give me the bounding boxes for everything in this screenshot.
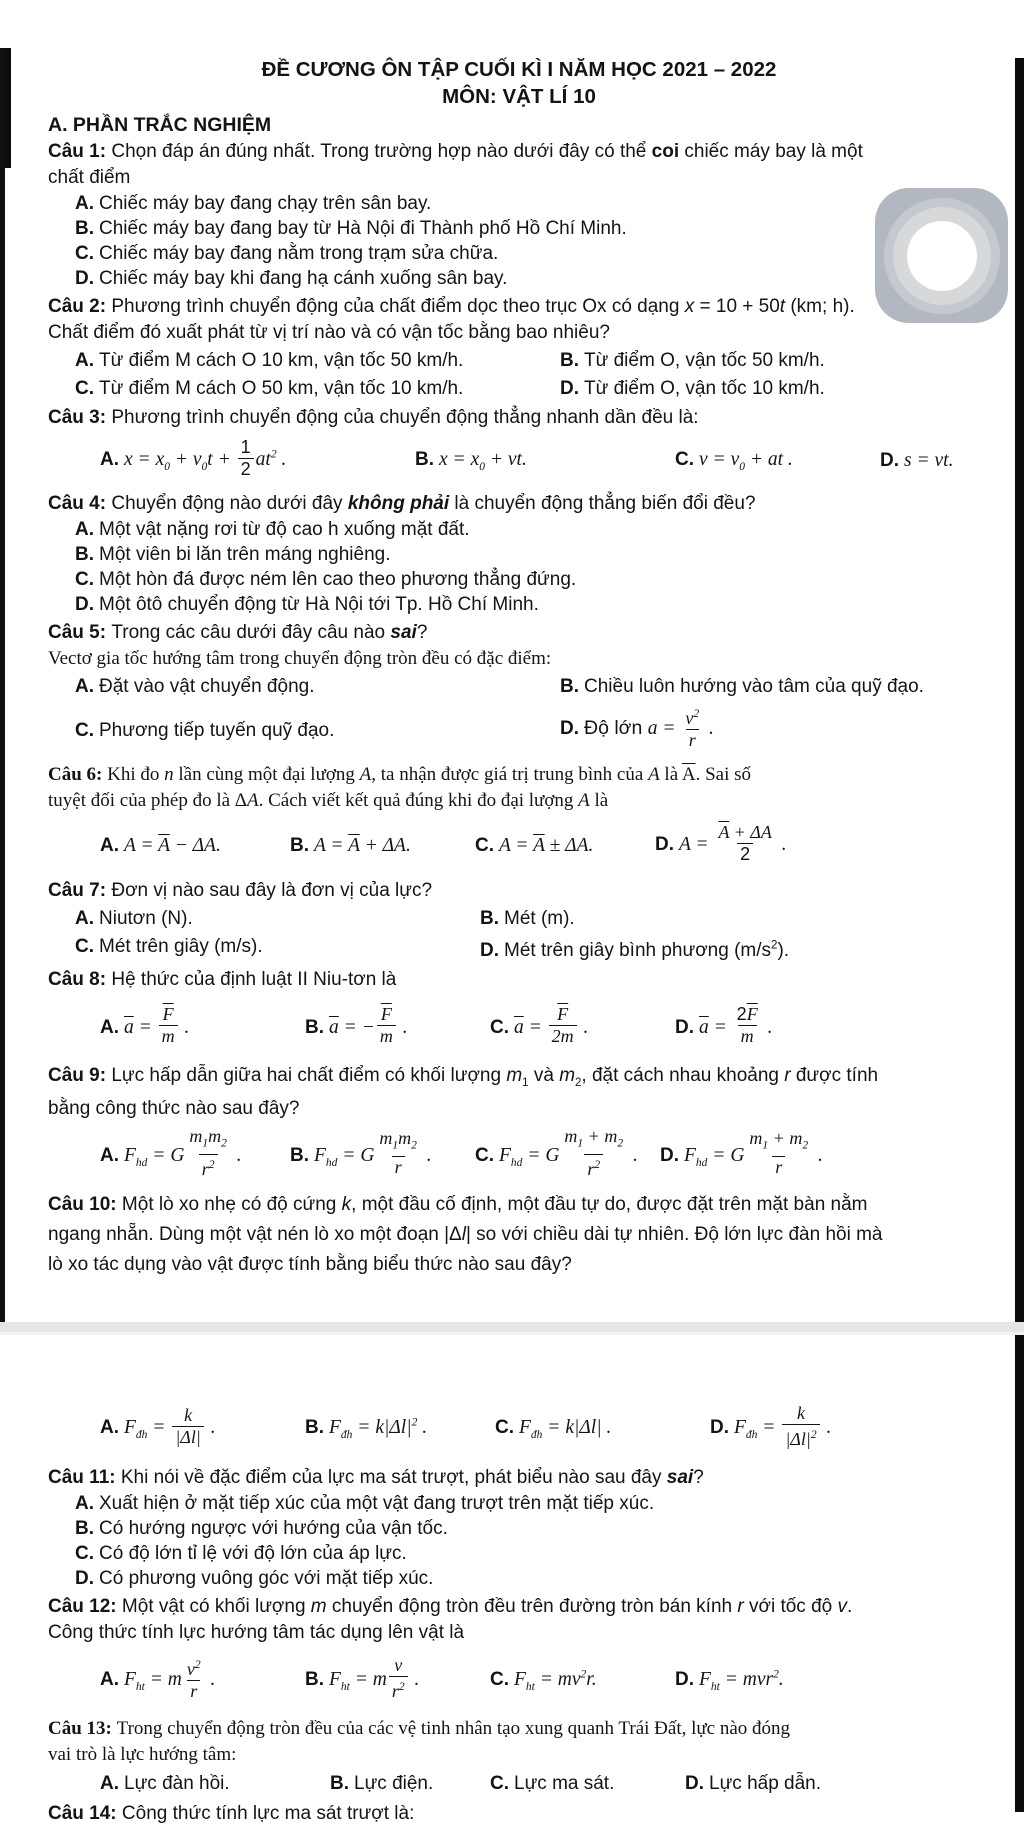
- question-8: [48, 967, 990, 1058]
- option-label: C.: [490, 1773, 509, 1794]
- option-A: [100, 835, 290, 857]
- option-label: B.: [560, 350, 579, 371]
- option-text: $F_{đh}$ = $\frac{k}{|\Delta l|^2}$ .: [734, 1402, 832, 1449]
- option-A: [100, 1773, 330, 1795]
- option-label: A.: [100, 1773, 119, 1794]
- question-1: [48, 139, 990, 291]
- option-label: B.: [75, 544, 94, 565]
- option-label: A.: [100, 835, 119, 856]
- question-7-options-row-1: [75, 905, 990, 932]
- question-6-text-line-1: Câu 6: Khi đo n lần cùng một đại lượng A, ta nhận được giá trị trung bình của A là $\overline{A}$. Sai số: [48, 764, 752, 785]
- option-label: B.: [305, 1669, 324, 1691]
- question-1-options: [48, 191, 990, 291]
- question-14-text: Câu 14: Công thức tính lực ma sát trượt là:: [48, 1803, 415, 1824]
- option-B: [305, 1003, 490, 1050]
- option-text: $F_{đh}$ = $\frac{k}{|\Delta l|}$ .: [124, 1404, 216, 1447]
- option-text: Lực điện.: [354, 1773, 434, 1794]
- question-5-options-row-1: [75, 673, 990, 700]
- option-text: Một vật nặng rơi từ độ cao h xuống mặt đất.: [99, 519, 470, 540]
- option-D: [880, 450, 953, 472]
- option-B: [75, 542, 990, 567]
- question-1-text-line-1: Câu 1: Chọn đáp án đúng nhất. Trong trường hợp nào dưới đây có thể coi chiếc máy bay là một: [48, 141, 863, 162]
- question-7-options-row-2: [75, 933, 990, 964]
- question-6-options: [100, 819, 990, 873]
- question-4: [48, 491, 990, 617]
- option-text: Niutơn (N).: [99, 908, 193, 929]
- option-B: [290, 835, 475, 857]
- option-D: [655, 821, 787, 868]
- page-separator: [0, 1322, 1024, 1332]
- option-text: Một ôtô chuyển động từ Hà Nội tới Tp. Hồ Chí Minh.: [99, 594, 539, 615]
- option-text: Có hướng ngược với hướng của vận tốc.: [99, 1518, 448, 1539]
- option-label: C.: [675, 449, 694, 471]
- option-text: A = $\frac{\overline{A} + \Delta A}{2}$ .: [679, 821, 787, 864]
- option-label: B.: [480, 908, 499, 929]
- question-12-text-line-2: Công thức tính lực hướng tâm tác dụng lên vật là: [48, 1622, 465, 1643]
- option-B: [560, 673, 990, 700]
- question-9: [48, 1063, 990, 1185]
- option-label: B.: [560, 676, 579, 697]
- question-4-options: [48, 517, 990, 617]
- question-10-text-line-2: ngang nhẵn. Dùng một vật nén lò xo một đoạn |Δl| so với chiều dài tự nhiên. Độ lớn lực đàn hồi mà: [48, 1224, 883, 1246]
- option-text: Xuất hiện ở mặt tiếp xúc của một vật đang trượt trên mặt tiếp xúc.: [99, 1493, 655, 1514]
- option-text: Chiếc máy bay đang nằm trong trạm sửa chữa.: [99, 243, 499, 264]
- option-label: D.: [75, 594, 94, 615]
- option-C: [495, 1417, 710, 1441]
- option-C: [475, 835, 655, 857]
- option-label: D.: [560, 378, 579, 399]
- question-12-text-line-1: Câu 12: Một vật có khối lượng m chuyển động tròn đều trên đường tròn bán kính r với tốc độ v.: [48, 1596, 853, 1617]
- option-A: [100, 436, 415, 483]
- option-text: Có phương vuông góc với mặt tiếp xúc.: [99, 1568, 434, 1589]
- question-13-options: [100, 1770, 990, 1798]
- question-3-text: Câu 3: Phương trình chuyển động của chuyển động thẳng nhanh dần đều là:: [48, 407, 699, 428]
- question-4-text: Câu 4: Chuyển động nào dưới đây không phải là chuyển động thẳng biến đổi đều?: [48, 493, 756, 514]
- option-label: D.: [685, 1773, 704, 1794]
- option-text: s = vt.: [904, 450, 954, 471]
- option-C: [490, 1773, 685, 1795]
- option-label: C.: [75, 569, 94, 590]
- option-text: $F_{đh} = k|\Delta l|$ .: [519, 1417, 612, 1441]
- question-14: [48, 1801, 990, 1827]
- document-page-2: [0, 1398, 1024, 1830]
- option-text: $F_{hd} = G$ $\frac{m_1 + m_2}{r}$ .: [684, 1127, 823, 1178]
- option-B: [75, 216, 990, 241]
- option-D: [75, 266, 990, 291]
- question-5-intro: Vectơ gia tốc hướng tâm trong chuyển động tròn đều có đặc điểm:: [48, 648, 552, 669]
- doc-subtitle: MÔN: VẬT LÍ 10: [442, 85, 596, 108]
- option-B: [305, 1417, 495, 1441]
- option-label: B.: [290, 1144, 309, 1166]
- option-A: [100, 1003, 305, 1050]
- option-text: $\overline{a}$ = $\frac{2\overline{F}}{m}$ .: [699, 1003, 773, 1046]
- question-5: [48, 620, 990, 759]
- option-C: [490, 1669, 675, 1693]
- option-text: Từ điểm M cách O 50 km, vận tốc 10 km/h.: [99, 378, 464, 399]
- option-A: [75, 905, 480, 932]
- option-label: D.: [710, 1417, 729, 1439]
- option-label: A.: [75, 1493, 94, 1514]
- option-label: C.: [490, 1016, 509, 1038]
- option-A: [75, 191, 990, 216]
- option-label: B.: [305, 1016, 324, 1038]
- option-label: B.: [290, 835, 309, 856]
- question-12-options: [100, 1651, 990, 1711]
- option-D: [675, 1669, 784, 1693]
- photo-edge-right: [1015, 58, 1024, 1812]
- option-text: $\overline{a}$ = − $\frac{\overline{F}}{m}$ .: [329, 1003, 408, 1046]
- question-5-text: Câu 5: Trong các câu dưới đây câu nào sai?: [48, 622, 428, 643]
- option-D: [660, 1127, 823, 1182]
- option-label: A.: [100, 1016, 119, 1038]
- option-text: $v = v_0$ + at .: [699, 449, 793, 473]
- option-label: D.: [480, 940, 499, 962]
- option-label: C.: [475, 1144, 494, 1166]
- question-1-text-line-2: chất điểm: [48, 167, 131, 188]
- option-label: C.: [75, 719, 94, 741]
- question-6-text-line-2: tuyệt đối của phép đo là ΔA. Cách viết kết quả đúng khi đo đại lượng A là: [48, 790, 609, 811]
- watermark-center-circle: [907, 221, 977, 291]
- question-11: [48, 1465, 990, 1591]
- option-label: B.: [75, 1518, 94, 1539]
- option-label: C.: [75, 243, 94, 264]
- option-text: Một viên bi lăn trên máng nghiêng.: [99, 544, 391, 565]
- option-D: [75, 592, 990, 617]
- question-2-options-row-1: [75, 347, 990, 374]
- option-label: D.: [675, 1016, 694, 1038]
- option-label: B.: [75, 218, 94, 239]
- option-D: [560, 375, 990, 402]
- question-10-continued: [48, 1398, 990, 1460]
- option-C: [675, 449, 880, 473]
- option-C: [475, 1125, 660, 1184]
- question-10: [48, 1190, 990, 1280]
- option-text: Mét trên giây bình phương $(m/s^2)$.: [504, 940, 790, 962]
- option-A: [100, 1125, 290, 1184]
- option-label: C.: [75, 1543, 94, 1564]
- option-text: Lực ma sát.: [514, 1773, 615, 1794]
- option-B: [330, 1773, 490, 1795]
- option-label: C.: [75, 378, 94, 399]
- option-text: $A = \overline{A} - \Delta A$.: [124, 835, 221, 856]
- option-label: D.: [75, 268, 94, 289]
- question-2-text-line-1: Câu 2: Phương trình chuyển động của chất điểm dọc theo trục Ox có dạng x = 10 + 50t (km; h).: [48, 296, 855, 317]
- option-B: [560, 347, 990, 374]
- option-text: $\overline{a}$ = $\frac{\overline{F}}{2m}$ .: [514, 1003, 589, 1046]
- option-B: [290, 1127, 475, 1182]
- option-D: [560, 707, 990, 754]
- question-13-text-line-2: vai trò là lực hướng tâm:: [48, 1744, 237, 1765]
- option-A: [100, 1404, 305, 1451]
- option-label: C.: [475, 835, 494, 856]
- question-10-text-line-3: lò xo tác dụng vào vật được tính bằng biểu thức nào sau đây?: [48, 1254, 572, 1276]
- option-C: [75, 1541, 990, 1566]
- doc-title: ĐỀ CƯƠNG ÔN TẬP CUỐI KÌ I NĂM HỌC 2021 – 2022: [261, 58, 777, 81]
- option-label: C.: [75, 936, 94, 957]
- option-D: [75, 1566, 990, 1591]
- option-label: A.: [100, 1417, 119, 1439]
- option-D: [675, 1003, 773, 1050]
- question-3: [48, 405, 990, 486]
- option-text: Chiếc máy bay đang chạy trên sân bay.: [99, 193, 432, 214]
- question-3-options: [100, 436, 990, 486]
- option-C: [75, 567, 990, 592]
- option-C: [75, 933, 480, 964]
- question-8-options: [100, 998, 990, 1058]
- option-text: Một hòn đá được ném lên cao theo phương thẳng đứng.: [99, 569, 577, 590]
- question-13: [48, 1716, 990, 1798]
- option-text: Chiều luôn hướng vào tâm của quỹ đạo.: [584, 676, 924, 697]
- question-2-options-row-2: [75, 375, 990, 402]
- option-text: $F_{ht} = mv^2r$.: [514, 1668, 597, 1694]
- option-B: [75, 1516, 990, 1541]
- option-B: [415, 449, 675, 473]
- question-2-text-line-2: Chất điểm đó xuất phát từ vị trí nào và có vận tốc bằng bao nhiêu?: [48, 322, 610, 343]
- option-label: A.: [75, 350, 94, 371]
- question-8-text: Câu 8: Hệ thức của định luật II Niu-tơn là: [48, 969, 397, 991]
- question-10-options: [100, 1398, 990, 1460]
- option-D: [685, 1773, 821, 1795]
- option-text: $F_{hd} = G$ $\frac{m_1 + m_2}{r^2}$ .: [499, 1125, 638, 1180]
- option-text: $A = \overline{A} \pm \Delta A$.: [499, 835, 594, 856]
- option-text: $F_{ht} = mvr^2$.: [699, 1668, 784, 1694]
- option-text: Từ điểm O, vận tốc 50 km/h.: [584, 350, 825, 371]
- option-A: [100, 1658, 305, 1705]
- option-label: C.: [490, 1669, 509, 1691]
- option-text: $x = x_0 + v_0t$ + $\frac{1}{2}$ $at^2$ .: [124, 436, 287, 479]
- question-11-options: [48, 1491, 990, 1591]
- option-C: [490, 1003, 675, 1050]
- option-text: $A = \overline{A} + \Delta A$.: [314, 835, 411, 856]
- option-A: [75, 347, 560, 374]
- option-A: [75, 1491, 990, 1516]
- option-text: $F_{hd} = G$ $\frac{m_1m_2}{r}$ .: [314, 1127, 432, 1178]
- option-label: D.: [560, 718, 579, 740]
- option-label: B.: [415, 449, 434, 471]
- option-B: [305, 1654, 490, 1705]
- option-D: [710, 1402, 832, 1453]
- option-label: A.: [75, 908, 94, 929]
- option-text: Đặt vào vật chuyển động.: [99, 676, 315, 697]
- option-text: Mét trên giây (m/s).: [99, 936, 263, 957]
- option-text: $F_{ht} = m$ $\frac{v}{r^2}$ .: [329, 1654, 420, 1701]
- option-C: [75, 717, 560, 744]
- option-text: Chiếc máy bay đang bay từ Hà Nội đi Thành phố Hồ Chí Minh.: [99, 218, 627, 239]
- question-2: [48, 294, 990, 402]
- option-label: A.: [75, 193, 94, 214]
- option-label: D.: [655, 834, 674, 856]
- option-text: $F_{hd} = G$ $\frac{m_1m_2}{r^2}$ .: [124, 1125, 242, 1180]
- option-C: [75, 375, 560, 402]
- question-13-text-line-1: Câu 13: Trong chuyển động tròn đều của các vệ tinh nhân tạo xung quanh Trái Đất, lực nào đóng: [48, 1718, 791, 1739]
- section-a-heading: A. PHẦN TRẮC NGHIỆM: [48, 114, 272, 136]
- page-separator-shadow: [0, 1332, 1024, 1335]
- option-label: D.: [880, 450, 899, 471]
- question-9-options: [100, 1127, 990, 1185]
- option-label: D.: [75, 1568, 94, 1589]
- option-text: Chiếc máy bay khi đang hạ cánh xuống sân bay.: [99, 268, 508, 289]
- camera-lens-watermark-icon: [875, 188, 1008, 323]
- option-A: [75, 673, 560, 700]
- option-text: Mét (m).: [504, 908, 575, 929]
- option-text: Độ lớn a = $\frac{v^2}{r}$ .: [584, 707, 714, 750]
- question-6: [48, 762, 990, 873]
- question-5-options-row-2: [75, 701, 990, 759]
- option-label: A.: [100, 1669, 119, 1691]
- option-B: [480, 905, 990, 932]
- option-D: [480, 933, 990, 964]
- option-text: Lực hấp dẫn.: [709, 1773, 822, 1794]
- option-label: C.: [495, 1417, 514, 1439]
- option-A: [75, 517, 990, 542]
- option-label: A.: [100, 1144, 119, 1166]
- photo-edge-left: [0, 48, 5, 1322]
- option-label: A.: [75, 676, 94, 697]
- option-label: D.: [660, 1144, 679, 1166]
- option-text: Lực đàn hồi.: [124, 1773, 230, 1794]
- question-9-text-line-2: bằng công thức nào sau đây?: [48, 1098, 300, 1120]
- question-9-text-line-1: Câu 9: Lực hấp dẫn giữa hai chất điểm có khối lượng $m_1$ và $m_2$, đặt cách nhau khoảng r được tính: [48, 1065, 879, 1090]
- question-7-text: Câu 7: Đơn vị nào sau đây là đơn vị của lực?: [48, 880, 433, 901]
- option-text: $x = x_0$ + vt.: [439, 449, 527, 473]
- option-text: $F_{ht} = m$ $\frac{v^2}{r}$ .: [124, 1658, 216, 1701]
- option-label: B.: [330, 1773, 349, 1794]
- question-10-text-line-1: Câu 10: Một lò xo nhẹ có độ cứng k, một đầu cố định, một đầu tự do, được đặt trên mặt bàn nằm: [48, 1194, 868, 1216]
- option-text: Phương tiếp tuyến quỹ đạo.: [99, 719, 335, 741]
- option-text: $F_{đh} = k|\Delta l|^2$ .: [329, 1416, 428, 1442]
- option-label: B.: [305, 1417, 324, 1439]
- option-label: D.: [675, 1669, 694, 1691]
- option-text: Từ điểm O, vận tốc 10 km/h.: [584, 378, 825, 399]
- option-C: [75, 241, 990, 266]
- option-text: Từ điểm M cách O 10 km, vận tốc 50 km/h.: [99, 350, 464, 371]
- question-12: [48, 1594, 990, 1711]
- option-label: A.: [100, 449, 119, 471]
- option-text: $\overline{a}$ = $\frac{\overline{F}}{m}$ .: [124, 1003, 190, 1046]
- question-11-text: Câu 11: Khi nói về đặc điểm của lực ma sát trượt, phát biểu nào sau đây sai?: [48, 1467, 704, 1488]
- option-label: A.: [75, 519, 94, 540]
- option-text: Có độ lớn tỉ lệ với độ lớn của áp lực.: [99, 1543, 407, 1564]
- question-7: [48, 878, 990, 964]
